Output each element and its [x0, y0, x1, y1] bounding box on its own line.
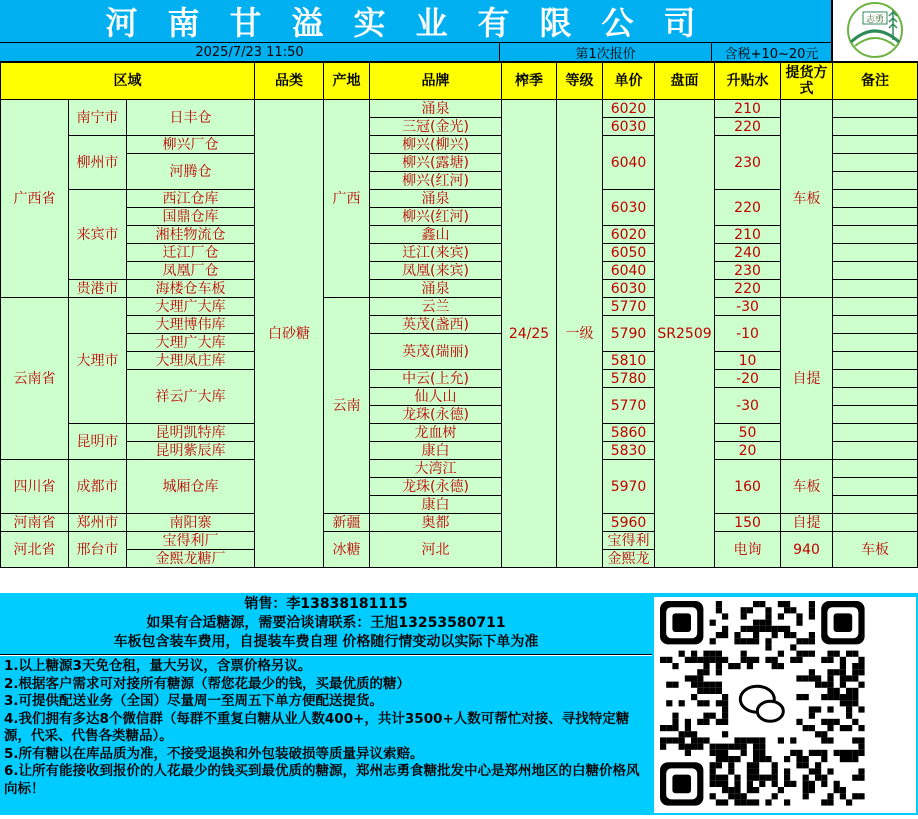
quote-round: 第1次报价 — [500, 42, 712, 62]
col-header-brand: 品牌 — [370, 63, 502, 100]
city-cell: 来宾市 — [69, 190, 127, 280]
col-header-futures: 盘面 — [655, 63, 715, 100]
remark-cell — [833, 136, 918, 154]
remark-cell — [833, 388, 918, 406]
origin-cell: 广西 — [324, 100, 370, 298]
table-row — [1, 514, 918, 532]
price-cell: 5780 — [603, 370, 655, 388]
warehouse-cell: 柳兴厂仓 — [127, 136, 255, 154]
warehouse-cell: 金熙龙糖厂 — [127, 550, 255, 568]
table-row — [1, 190, 918, 208]
category-cell: 冰糖 — [324, 532, 370, 568]
price-cell: 5790 — [603, 316, 655, 352]
price-cell: 5960 — [603, 514, 655, 532]
delivery-terms: 车板包含装车费用，自提装车费自理 价格随行情变动以实际下单为准 — [113, 634, 539, 650]
grade-cell: 一级 — [557, 100, 603, 568]
price-note: 含税+10~20元 — [712, 42, 832, 62]
remark-cell — [833, 406, 918, 424]
remark-cell — [833, 172, 918, 190]
col-header-delivery: 提货方式 — [781, 63, 833, 100]
adjust-cell: 210 — [715, 226, 781, 244]
adjust-cell: -30 — [715, 298, 781, 316]
wheat-logo-icon — [832, 0, 918, 62]
warehouse-cell: 大理广大库 — [127, 334, 255, 352]
adjust-cell: 230 — [715, 262, 781, 280]
col-header-origin: 产地 — [324, 63, 370, 100]
remark-cell — [833, 370, 918, 388]
origin-cell: 新疆 — [324, 514, 370, 532]
warehouse-cell: 迁江厂仓 — [127, 244, 255, 262]
brand-cell: 柳兴(红河) — [370, 172, 502, 190]
warehouse-cell: 城厢仓库 — [127, 460, 255, 514]
price-cell: 电询 — [715, 532, 781, 568]
brand-cell: 宝得利 — [603, 532, 655, 550]
brand-cell: 迁江(来宾) — [370, 244, 502, 262]
brand-cell: 大湾江 — [370, 460, 502, 478]
table-row — [1, 532, 918, 550]
adjust-cell: -30 — [715, 388, 781, 424]
price-cell: 5860 — [603, 424, 655, 442]
adjust-cell: 160 — [715, 460, 781, 514]
brand-cell: 英茂(瑞丽) — [370, 334, 502, 370]
price-table — [0, 62, 918, 568]
remark-cell — [833, 262, 918, 280]
season-cell: 24/25 — [502, 100, 557, 568]
city-cell: 贵港市 — [69, 280, 127, 298]
brand-cell: 康白 — [370, 442, 502, 460]
remark-cell — [833, 244, 918, 262]
city-cell: 大理市 — [69, 298, 127, 424]
remark-cell — [833, 442, 918, 460]
table-row — [1, 298, 918, 316]
table-row — [1, 262, 918, 280]
note-item: 5.所有糖以在库品质为准，不接受退换和外包装破损等质量异议索赔。 — [4, 745, 424, 762]
svg-text:志勇: 志勇 — [865, 15, 885, 25]
note-item: 2.根据客户需求可对接所有糖源（帮您花最少的钱，买最优质的糖） — [4, 675, 411, 692]
adjust-cell: 50 — [715, 424, 781, 442]
remark-cell — [833, 424, 918, 442]
delivery-cell: 自提 — [781, 514, 833, 532]
brand-cell: 鑫山 — [370, 226, 502, 244]
adjust-cell: 210 — [715, 100, 781, 118]
price-cell: 6020 — [603, 226, 655, 244]
price-cell: 6050 — [603, 244, 655, 262]
warehouse-cell: 大理凤庄库 — [127, 352, 255, 370]
brand-cell: 仙人山 — [370, 388, 502, 406]
remark-cell — [833, 352, 918, 370]
brand-cell: 云兰 — [370, 298, 502, 316]
brand-cell: 涌泉 — [370, 100, 502, 118]
remark-cell — [833, 334, 918, 352]
adjust-cell: 220 — [715, 190, 781, 226]
table-row — [1, 244, 918, 262]
notes-box — [0, 656, 652, 815]
qr-code-icon — [652, 593, 918, 815]
brand-cell: 柳兴(露塘) — [370, 154, 502, 172]
col-header-category: 品类 — [255, 63, 324, 100]
price-cell: 5770 — [603, 388, 655, 424]
delivery-cell: 车板 — [833, 532, 918, 568]
table-row — [1, 460, 918, 478]
col-header-adjust: 升贴水 — [715, 63, 781, 100]
brand-cell: 英茂(盏西) — [370, 316, 502, 334]
table-row — [1, 424, 918, 442]
adjust-cell: 230 — [715, 136, 781, 190]
warehouse-cell: 宝得利厂 — [127, 532, 255, 550]
city-cell: 昆明市 — [69, 424, 127, 460]
remark-cell — [833, 154, 918, 172]
brand-cell: 三冠(金光) — [370, 118, 502, 136]
warehouse-cell: 祥云广大库 — [127, 370, 255, 424]
province-cell: 河南省 — [1, 514, 69, 532]
remark-cell — [833, 496, 918, 514]
price-cell: 6040 — [603, 262, 655, 280]
warehouse-cell: 西江仓库 — [127, 190, 255, 208]
table-row — [1, 100, 918, 118]
city-cell: 郑州市 — [69, 514, 127, 532]
brand-cell: 龙血树 — [370, 424, 502, 442]
futures-cell: SR2509 — [655, 100, 715, 568]
wechat-icon — [730, 671, 794, 735]
province-cell: 四川省 — [1, 460, 69, 514]
warehouse-cell: 大理博伟库 — [127, 316, 255, 334]
table-row — [1, 226, 918, 244]
price-cell: 5830 — [603, 442, 655, 460]
city-cell: 成都市 — [69, 460, 127, 514]
remark-cell — [833, 298, 918, 316]
adjust-cell: -10 — [715, 316, 781, 352]
col-header-price: 单价 — [603, 63, 655, 100]
brand-cell: 奥都 — [370, 514, 502, 532]
col-header-season: 榨季 — [502, 63, 557, 100]
date-time: 2025/7/23 11:50 — [0, 42, 500, 62]
warehouse-cell: 海楼仓车板 — [127, 280, 255, 298]
table-row — [1, 136, 918, 154]
brand-cell: 涌泉 — [370, 190, 502, 208]
brand-cell: 柳兴(柳兴) — [370, 136, 502, 154]
province-cell: 云南省 — [1, 298, 69, 460]
price-cell: 6030 — [603, 118, 655, 136]
price-cell: 5770 — [603, 298, 655, 316]
adjust-cell: 940 — [781, 532, 833, 568]
city-cell: 南宁市 — [69, 100, 127, 136]
remark-cell — [833, 514, 918, 532]
origin-cell: 河北 — [370, 532, 502, 568]
warehouse-cell: 湘桂物流仓 — [127, 226, 255, 244]
price-cell: 6020 — [603, 100, 655, 118]
warehouse-cell: 昆明凯特库 — [127, 424, 255, 442]
warehouse-cell: 南阳寨 — [127, 514, 255, 532]
remark-cell — [833, 316, 918, 334]
header-row — [1, 63, 918, 100]
warehouse-cell: 日丰仓 — [127, 100, 255, 136]
other-contact: 如果有合适糖源，需要洽谈请联系：王旭13253580711 — [146, 615, 506, 631]
brand-cell: 康白 — [370, 496, 502, 514]
remark-cell — [833, 226, 918, 244]
brand-cell: 涌泉 — [370, 280, 502, 298]
brand-cell: 柳兴(红河) — [370, 208, 502, 226]
adjust-cell: -20 — [715, 370, 781, 388]
table-row — [1, 280, 918, 298]
price-cell: 6030 — [603, 190, 655, 226]
remark-cell — [833, 460, 918, 478]
sales-contact: 销售：李13838181115 — [244, 596, 408, 612]
note-item: 4.我们拥有多达8个微信群（每群不重复白糖从业人数400+，共计3500+人数可帮忙对接、寻找特定糖源，代采、代售各类糖品）。 — [4, 710, 630, 744]
province-cell: 河北省 — [1, 532, 69, 568]
adjust-cell: 240 — [715, 244, 781, 262]
price-cell: 5970 — [603, 460, 655, 514]
note-item: 6.让所有能接收到报价的人花最少的钱买到最优质的糖源，郑州志勇食糖批发中心是郑州地区的白糖价格风向标！ — [4, 763, 640, 797]
brand-cell: 龙珠(永德) — [370, 406, 502, 424]
note-item: 3.可提供配送业务（全国）尽量周一至周五下单方便配送提货。 — [4, 693, 384, 709]
table-row — [1, 442, 918, 460]
warehouse-cell: 国鼎仓库 — [127, 208, 255, 226]
warehouse-cell: 昆明紫辰库 — [127, 442, 255, 460]
warehouse-cell: 凤凰厂仓 — [127, 262, 255, 280]
table-row — [1, 370, 918, 388]
price-cell: 6040 — [603, 136, 655, 190]
adjust-cell: 150 — [715, 514, 781, 532]
col-header-remark: 备注 — [833, 63, 918, 100]
category-cell: 白砂糖 — [255, 100, 324, 568]
col-header-grade: 等级 — [557, 63, 603, 100]
remark-cell — [833, 280, 918, 298]
warehouse-cell: 河腾仓 — [127, 154, 255, 190]
city-cell: 邢台市 — [69, 532, 127, 568]
col-header-region: 区域 — [1, 63, 255, 100]
delivery-cell: 车板 — [781, 460, 833, 514]
remark-cell — [833, 478, 918, 496]
origin-cell: 云南 — [324, 298, 370, 514]
brand-cell: 中云(上允) — [370, 370, 502, 388]
adjust-cell: 220 — [715, 280, 781, 298]
price-cell: 6030 — [603, 280, 655, 298]
warehouse-cell: 大理广大库 — [127, 298, 255, 316]
delivery-cell: 车板 — [781, 100, 833, 298]
brand-cell: 金熙龙 — [603, 550, 655, 568]
brand-cell: 龙珠(永德) — [370, 478, 502, 496]
province-cell: 广西省 — [1, 100, 69, 298]
delivery-cell: 自提 — [781, 298, 833, 460]
note-item: 1.以上糖源3天免仓租，量大另议，含票价格另议。 — [4, 658, 312, 674]
remark-cell — [833, 190, 918, 208]
remark-cell — [833, 118, 918, 136]
table-row — [1, 316, 918, 334]
remark-cell — [833, 100, 918, 118]
contact-box — [0, 593, 652, 655]
city-cell: 柳州市 — [69, 136, 127, 190]
price-cell: 5810 — [603, 352, 655, 370]
adjust-cell: 220 — [715, 118, 781, 136]
brand-cell: 凤凰(来宾) — [370, 262, 502, 280]
adjust-cell: 20 — [715, 442, 781, 460]
remark-cell — [833, 208, 918, 226]
company-title: 河南甘溢实业有限公司 — [0, 0, 832, 42]
adjust-cell: 10 — [715, 352, 781, 370]
